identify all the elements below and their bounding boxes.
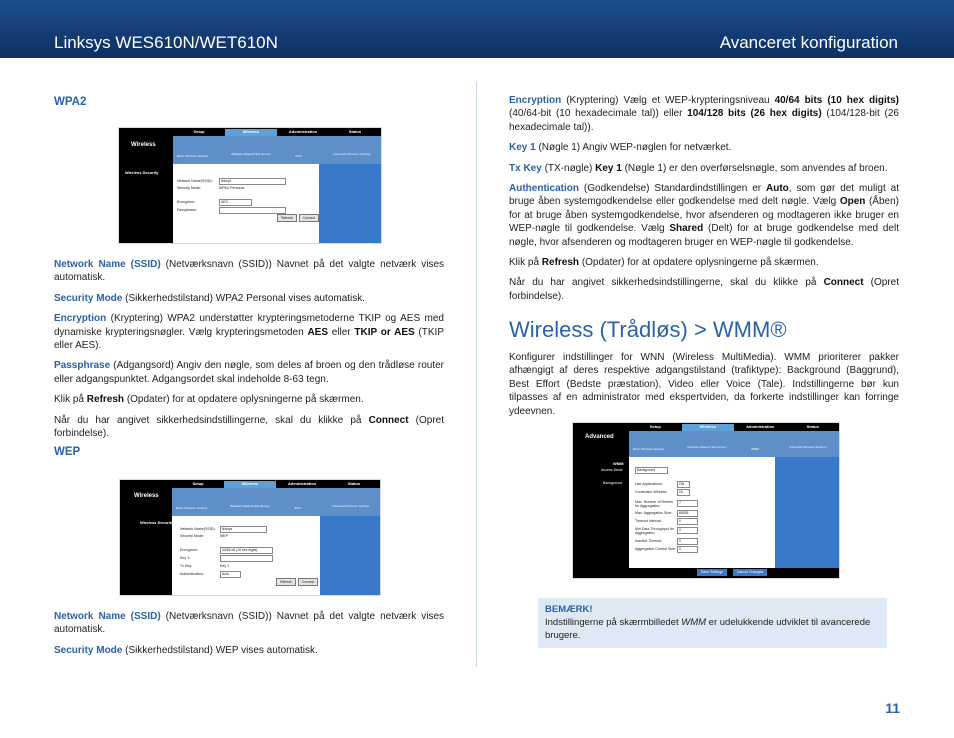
field-label: Max. Aggregation Size: <box>635 511 672 515</box>
shot-subtab: Wireless Network Site Survey <box>687 445 727 449</box>
left-column-top <box>54 96 444 109</box>
encryption-select: 40/64-bit (10 hex digits) <box>220 547 273 554</box>
shot-subtab: WPS <box>295 154 302 158</box>
text: (Adgangsord) Angiv den nøgle, som deles af broen og den trådløse router eller adgangspunktet. Adgangsordet skal indeholde 8-63 tegn. <box>54 360 444 385</box>
bold-text: Shared <box>669 223 704 235</box>
shot-title: Wireless <box>131 142 156 148</box>
bold-text: Refresh <box>541 257 580 269</box>
shot-title: Wireless <box>134 493 159 499</box>
shot-help-panel <box>775 457 839 568</box>
wpa2-screenshot <box>119 128 381 243</box>
refresh-button: Refresh <box>276 578 296 586</box>
ssid-field: linksys <box>219 178 286 185</box>
field-label: Security Mode: <box>180 534 204 538</box>
shot-section-title: WMM <box>613 461 624 466</box>
field-label: Inactive Timeout: <box>635 539 663 543</box>
paragraph <box>509 94 899 134</box>
paragraph <box>54 359 444 386</box>
text: eller <box>328 326 355 338</box>
shot-subtab: WMM <box>751 447 759 451</box>
field-label: Network Name(SSID): <box>180 527 216 531</box>
shot-tab-status: Status <box>348 129 362 134</box>
paragraph <box>54 610 444 637</box>
shot-tab-wireless: Wireless <box>682 424 735 431</box>
shot-tabs <box>173 129 381 136</box>
shot-tab-setup: Setup <box>193 129 205 134</box>
text: (TX-nøgle) <box>541 162 596 174</box>
passphrase-field <box>219 207 286 214</box>
term-encryption: Encryption <box>54 313 107 325</box>
page-number: 11 <box>885 700 900 716</box>
wmm-screenshot <box>573 423 839 578</box>
security-mode-value: WEP <box>220 534 229 538</box>
wep-screenshot <box>120 480 380 595</box>
field-label: Network Name(SSID): <box>177 179 213 183</box>
shot-tab-administration: Administration <box>287 481 317 486</box>
shot-subtab: Basic Wireless Settings <box>177 154 209 158</box>
wmm-heading: Wireless (Trådløs) > WMM® <box>509 317 787 342</box>
left-column-wep <box>54 446 444 459</box>
shot-subtab: Wireless Network Site Survey <box>231 152 271 156</box>
shot-tab-status: Status <box>806 424 819 429</box>
text: (104/128-bit (26 hexadecimale tal)). <box>509 108 899 133</box>
text: er udelukkende udviklet til avancerede brugere. <box>545 617 871 641</box>
shot-subtab: Wireless Network Site Survey <box>230 504 270 508</box>
connect-button: Connect <box>299 214 319 222</box>
shot-subtab: Advanced Wireless Settings <box>332 504 370 508</box>
text: Når du har angivet sikkerhedsindstillingerne, skal du klikke på <box>509 277 824 289</box>
field-label: Use Applications: <box>635 482 663 486</box>
text: Klik på <box>54 394 87 406</box>
term-passphrase: Passphrase <box>54 360 111 372</box>
text: Indstillingerne på skærmbilledet <box>545 617 682 628</box>
field-label: Encryption: <box>180 548 198 552</box>
field-value: 7 <box>677 500 698 507</box>
bold-text: AES <box>307 326 328 338</box>
text: (Kryptering) Vælg et WEP-krypteringsniveau <box>561 95 775 106</box>
authentication-select: Auto <box>220 571 241 578</box>
text: (Opdater) for at opdatere oplysningerne på skærmen. <box>124 394 364 406</box>
text: (Åben) for at bruge åben systemgodkendelse, hvor afsenderen og modtageren ikke bruger en WEP-nøgle til godkendelse. Vælg <box>509 196 899 235</box>
field-value: 0 <box>677 518 698 525</box>
shot-title: Advanced <box>585 434 614 440</box>
shot-subtab: Basic Wireless Settings <box>176 506 208 510</box>
bold-text: TKIP or AES <box>354 326 415 338</box>
text: Når du har angivet sikkerhedsindstillingerne, skal du klikke på <box>54 414 369 426</box>
shot-tab-wireless: Wireless <box>224 481 276 488</box>
field-label: Authentication: <box>180 572 204 576</box>
side-label: Access Mode <box>601 468 623 472</box>
field-value: 0 <box>677 538 698 545</box>
ssid-field: linksys <box>220 526 267 533</box>
shot-side-panel <box>573 423 629 578</box>
paragraph <box>54 312 444 352</box>
note-body <box>545 617 881 642</box>
text: (Delt) for at bruge godkendelse med delt nøgle, hvor afsenderen og modtageren bruger en WEP-nøgle til godkendelse. <box>509 223 899 248</box>
text: Klik på <box>509 257 542 269</box>
paragraph <box>509 256 899 269</box>
right-column-top <box>509 94 899 310</box>
access-mode-select: Background <box>635 467 668 474</box>
text: (Godkendelse) Standardindstillingen er <box>579 183 767 195</box>
bold-text: Refresh <box>86 394 125 406</box>
cancel-changes-button: Cancel Changes <box>733 569 767 576</box>
bold-text: Open <box>839 196 866 208</box>
shot-tab-setup: Setup <box>192 481 204 486</box>
text: (Nøgle 1) er den overførselsnøgle, som anvendes af broen. <box>621 162 888 174</box>
note-box <box>538 598 887 648</box>
term-ssid: Network Name (SSID) <box>54 611 161 622</box>
field-label: Tx Key: <box>180 564 193 568</box>
shot-subtabs-bar <box>172 488 380 516</box>
text: (Opret forbindelse). <box>509 277 899 302</box>
page-header <box>0 0 954 58</box>
text: (Kryptering) WPA2 understøtter krypteringsmetoderne TKIP og AES med dynamiske krypteringsnøgler. Vælg krypteringsmetoden <box>54 313 444 338</box>
term-tx-key: Tx Key <box>509 162 542 174</box>
shot-tab-wireless: Wireless <box>225 129 277 136</box>
italic-text: WMM <box>681 617 707 628</box>
field-label: Passphrase: <box>177 208 197 212</box>
field-label: Min Data Throughput for Aggregation: <box>635 527 674 535</box>
text: (Opret forbindelse). <box>54 414 444 440</box>
bold-text: Connect <box>823 277 864 289</box>
shot-subtab: Advanced Wireless Settings <box>333 152 371 156</box>
save-settings-button: Save Settings <box>697 569 727 576</box>
paragraph <box>54 644 444 657</box>
paragraph <box>54 292 444 305</box>
wpa2-heading: WPA2 <box>54 96 87 108</box>
shot-tab-status: Status <box>347 481 361 486</box>
shot-tab-setup: Setup <box>649 424 661 429</box>
tx-key-value: Key 1 <box>220 564 230 568</box>
field-label: Key 1: <box>180 556 191 560</box>
paragraph <box>509 141 899 154</box>
encryption-select: AES <box>219 199 252 206</box>
shot-help-panel <box>319 164 381 243</box>
bold-text: Auto <box>766 183 789 195</box>
term-key1: Key 1 <box>509 142 536 154</box>
text: (Opdater) for at opdatere oplysningerne på skærmen. <box>579 257 819 269</box>
shot-tab-administration: Administration <box>288 129 318 134</box>
bold-text: Connect <box>368 414 409 426</box>
wep-heading: WEP <box>54 446 81 458</box>
left-column-wpa2-text <box>54 258 444 447</box>
text: (TKIP eller AES). <box>54 326 444 352</box>
field-label: Encryption: <box>177 200 195 204</box>
shot-tabs <box>172 481 380 488</box>
term-encryption: Encryption <box>509 95 562 106</box>
column-divider <box>476 82 477 667</box>
bold-text: 104/128 bits (26 hex digits) <box>687 108 822 120</box>
bold-text: Key 1 <box>595 162 622 174</box>
field-value: 15 <box>677 489 690 496</box>
shot-tab-administration: Administration <box>746 424 775 429</box>
field-label: Security Mode: <box>177 186 201 190</box>
refresh-button: Refresh <box>277 214 297 222</box>
shot-subtab: Basic Wireless Settings <box>633 447 665 451</box>
field-label: Contention Window: <box>635 490 668 494</box>
shot-subtabs-bar <box>173 136 381 164</box>
term-ssid: Network Name (SSID) <box>54 259 161 270</box>
side-label: Background <box>603 481 623 485</box>
paragraph <box>54 414 444 441</box>
paragraph <box>509 182 899 249</box>
text: (Sikkerhedstilstand) WEP vises automatisk. <box>122 644 318 656</box>
note-heading: BEMÆRK! <box>545 604 593 615</box>
product-title: Linksys WES610N/WET610N <box>54 33 278 52</box>
field-value: 0 <box>677 527 698 534</box>
term-authentication: Authentication <box>509 183 579 195</box>
chapter-title: Avanceret konfiguration <box>719 33 898 52</box>
field-value: 65535 <box>677 510 698 517</box>
paragraph <box>54 258 444 285</box>
key1-field <box>220 555 273 562</box>
field-label: Timeout Interval: <box>635 519 662 523</box>
term-security-mode: Security Mode <box>54 644 123 656</box>
paragraph <box>509 276 899 303</box>
right-column-wmm <box>509 317 899 425</box>
shot-subtab: Advanced Wireless Settings <box>789 445 827 449</box>
field-label: Max. Number of Retries for Aggregation: <box>635 500 673 508</box>
field-value: 0 <box>677 546 698 553</box>
shot-section-title: Wireless Security <box>125 170 159 175</box>
text: (40/64-bit (10 hexadecimale tal)) eller <box>509 108 688 120</box>
bold-text: 40/64 bits (10 hex digits) <box>774 95 899 106</box>
text: (Netværksnavn (SSID)) Navnet på det valgte netværk vises automatisk. <box>54 611 445 636</box>
security-mode-value: WPA2-Personal <box>219 186 245 190</box>
shot-subtab: WPS <box>294 506 301 510</box>
term-security-mode: Security Mode <box>54 292 123 304</box>
text: (Netværksnavn (SSID)) Navnet på det valgte netværk vises automatisk. <box>54 259 445 284</box>
shot-section-title: Wireless Security <box>140 520 174 525</box>
field-value: ON <box>677 481 690 488</box>
field-label: Aggregation Control Size: <box>635 547 676 551</box>
paragraph <box>509 162 899 175</box>
shot-help-panel <box>320 516 380 595</box>
paragraph <box>54 393 444 406</box>
text: (Sikkerhedstilstand) WPA2 Personal vises automatisk. <box>122 292 366 304</box>
wmm-paragraph: Konfigurer indstillinger for WNN (Wireless MultiMedia). WMM prioriterer pakker afhængigt af deres respektive adgangstilstand (trafiktype): Background (Baggrund), Best Effort (Bedste præstation), Video eller Voice (Tale). Indstillingerne bør kun tilpasses af en administrator med ekspertviden, da forkerte indstillinger kan forringe ydeevnen. <box>509 352 899 417</box>
text: (Nøgle 1) Angiv WEP-nøglen for netværket. <box>535 142 732 154</box>
connect-button: Connect <box>298 578 318 586</box>
shot-subtabs-bar <box>629 431 839 457</box>
text: , som gør det muligt at bruge åben systemgodkendelse eller godkendelse med delt nøgle. Vælg <box>509 183 899 208</box>
left-column-wep-text <box>54 610 444 664</box>
shot-tabs <box>629 424 839 431</box>
